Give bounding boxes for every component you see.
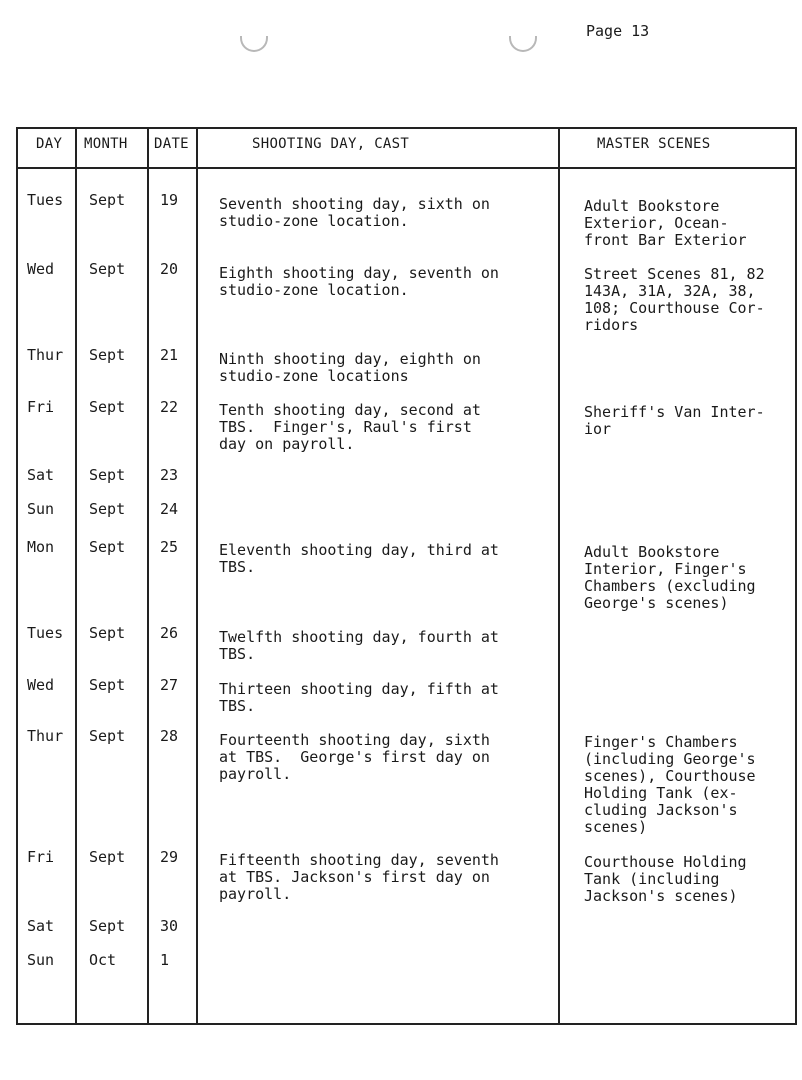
date-cell: 20	[160, 260, 179, 278]
punch-hole-left	[240, 36, 268, 52]
date-cell: 27	[160, 676, 179, 694]
day-cell: Sun	[27, 951, 55, 969]
date-cell: 23	[160, 466, 179, 484]
column-divider-cast	[558, 127, 560, 1025]
day-cell: Thur	[27, 346, 64, 364]
cast-cell: Tenth shooting day, second at TBS. Finger's, Raul's first day on payroll.	[219, 401, 481, 453]
master-scenes-cell: Street Scenes 81, 82 143A, 31A, 32A, 38, 108; Courthouse Cor- ridors	[584, 265, 765, 334]
month-cell: Oct	[89, 951, 117, 969]
month-cell: Sept	[89, 624, 126, 642]
day-cell: Sat	[27, 466, 55, 484]
month-cell: Sept	[89, 848, 126, 866]
month-cell: Sept	[89, 676, 126, 694]
month-cell: Sept	[89, 191, 126, 209]
day-cell: Fri	[27, 398, 55, 416]
month-cell: Sept	[89, 260, 126, 278]
cast-cell: Eleventh shooting day, third at TBS.	[219, 541, 499, 576]
header-shooting-day-cast: SHOOTING DAY, CAST	[252, 136, 410, 152]
date-cell: 25	[160, 538, 179, 556]
header-divider	[16, 167, 797, 169]
month-cell: Sept	[89, 346, 126, 364]
cast-cell: Fifteenth shooting day, seventh at TBS. Jackson's first day on payroll.	[219, 851, 499, 903]
date-cell: 29	[160, 848, 179, 866]
month-cell: Sept	[89, 727, 126, 745]
date-cell: 28	[160, 727, 179, 745]
column-divider-month	[147, 127, 149, 1025]
header-date: DATE	[154, 136, 189, 152]
header-month: MONTH	[84, 136, 128, 152]
master-scenes-cell: Courthouse Holding Tank (including Jackson's scenes)	[584, 853, 747, 905]
master-scenes-cell: Adult Bookstore Exterior, Ocean- front Bar Exterior	[584, 197, 747, 249]
column-divider-day	[75, 127, 77, 1025]
day-cell: Tues	[27, 624, 64, 642]
day-cell: Wed	[27, 676, 55, 694]
day-cell: Wed	[27, 260, 55, 278]
date-cell: 26	[160, 624, 179, 642]
page-number: Page 13	[586, 22, 650, 40]
date-cell: 1	[160, 951, 170, 969]
date-cell: 30	[160, 917, 179, 935]
day-cell: Thur	[27, 727, 64, 745]
month-cell: Sept	[89, 538, 126, 556]
column-divider-date	[196, 127, 198, 1025]
date-cell: 22	[160, 398, 179, 416]
month-cell: Sept	[89, 398, 126, 416]
header-master-scenes: MASTER SCENES	[597, 136, 711, 152]
day-cell: Fri	[27, 848, 55, 866]
cast-cell: Twelfth shooting day, fourth at TBS.	[219, 628, 499, 663]
header-day: DAY	[36, 136, 63, 152]
day-cell: Sat	[27, 917, 55, 935]
cast-cell: Seventh shooting day, sixth on studio-zone location.	[219, 195, 490, 230]
month-cell: Sept	[89, 466, 126, 484]
day-cell: Mon	[27, 538, 55, 556]
punch-hole-right	[509, 36, 537, 52]
date-cell: 24	[160, 500, 179, 518]
date-cell: 19	[160, 191, 179, 209]
cast-cell: Fourteenth shooting day, sixth at TBS. George's first day on payroll.	[219, 731, 490, 783]
month-cell: Sept	[89, 917, 126, 935]
month-cell: Sept	[89, 500, 126, 518]
master-scenes-cell: Adult Bookstore Interior, Finger's Chambers (excluding George's scenes)	[584, 543, 756, 612]
cast-cell: Ninth shooting day, eighth on studio-zone locations	[219, 350, 481, 385]
master-scenes-cell: Finger's Chambers (including George's scenes), Courthouse Holding Tank (ex- cluding Jackson's scenes)	[584, 733, 756, 836]
master-scenes-cell: Sheriff's Van Inter- ior	[584, 403, 765, 438]
date-cell: 21	[160, 346, 179, 364]
day-cell: Sun	[27, 500, 55, 518]
cast-cell: Thirteen shooting day, fifth at TBS.	[219, 680, 499, 715]
day-cell: Tues	[27, 191, 64, 209]
cast-cell: Eighth shooting day, seventh on studio-zone location.	[219, 264, 499, 299]
